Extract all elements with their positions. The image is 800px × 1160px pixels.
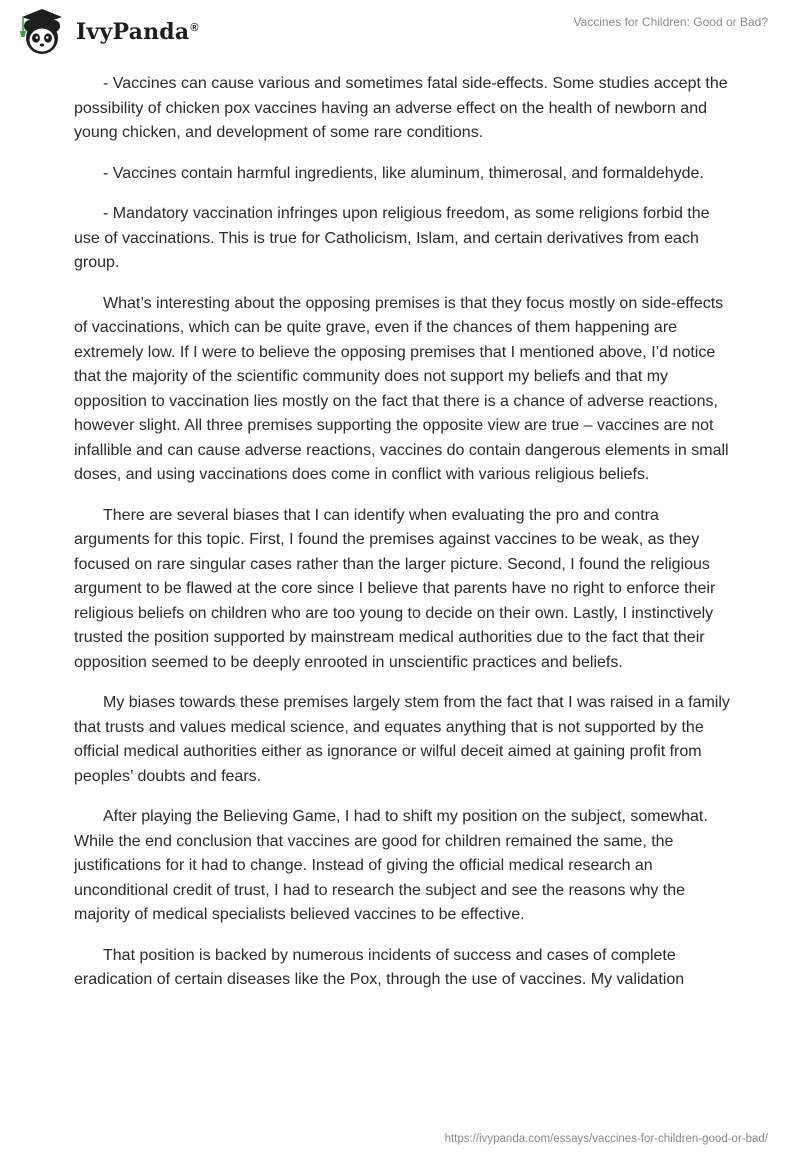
paragraph: - Mandatory vaccination infringes upon religious freedom, as some religions forbid the use of vaccinations. This is true for Catholicism, Islam, and certain derivatives from each group. (74, 205, 710, 271)
brand-name: IvyPanda® (76, 19, 199, 45)
paragraph: - Vaccines contain harmful ingredients, like aluminum, thimerosal, and formaldehyde. (103, 164, 704, 182)
paragraph: That position is backed by numerous incidents of success and cases of complete eradication of certain diseases like the Pox, through the use of vaccines. My validation (74, 946, 685, 988)
paragraph: There are several biases that I can identify when evaluating the pro and contra arguments for this topic. First, I found the premises against vaccines to be weak, as they focused on rare singular cases rather than the larger picture. Second, I found the religious argument to be flawed at the core since I believe that parents have no right to enforce their religious beliefs on children who are too young to decide on their own. Lastly, I instinctively trusted the position supported by mainstream medical authorities due to the fact that their opposition seemed to be deeply enrooted in unscientific practices and beliefs. (74, 506, 716, 671)
source-url[interactable]: https://ivypanda.com/essays/vaccines-for-children-good-or-bad/ (444, 1133, 768, 1145)
paragraph: My biases towards these premises largely stem from the fact that I was raised in a family that trusts and values medical science, and equates anything that is not supported by the official medical authorities either as ignorance or wilful deceit aimed at gaining profit from peoples’ doubts and fears. (74, 694, 730, 785)
brand-logo[interactable] (14, 6, 199, 58)
essay-body (74, 72, 732, 1009)
paragraph: What’s interesting about the opposing premises is that they focus mostly on side-effects of vaccinations, which can be quite grave, even if the chances of them happening are extremely low. If I were to believe the opposing premises that I mentioned above, I’d notice that the majority of the scientific community does not support my beliefs and that my opposition to vaccination lies mostly on the fact that there is a chance of adverse reactions, however slight. All three premises supporting the opposite view are true – vaccines are not infallible and can cause adverse reactions, vaccines do contain dangerous elements in small doses, and using vaccinations does come in conflict with various religious beliefs. (74, 294, 729, 483)
registered-mark: ® (190, 21, 199, 34)
paragraph: - Vaccines can cause various and sometimes fatal side-effects. Some studies accept the possibility of chicken pox vaccines having an adverse effect on the health of newborn and young chicken, and development of some rare conditions. (74, 75, 728, 141)
panda-graduation-cap-icon (14, 6, 74, 58)
paragraph: After playing the Believing Game, I had to shift my position on the subject, somewhat. While the end conclusion that vaccines are good for children remained the same, the justifications for it had to change. Instead of giving the official medical research an unconditional credit of trust, I had to research the subject and see the reasons why the majority of medical specialists believed vaccines to be effective. (74, 808, 708, 923)
document-title: Vaccines for Children: Good or Bad? (573, 15, 768, 29)
page-header (0, 0, 800, 66)
